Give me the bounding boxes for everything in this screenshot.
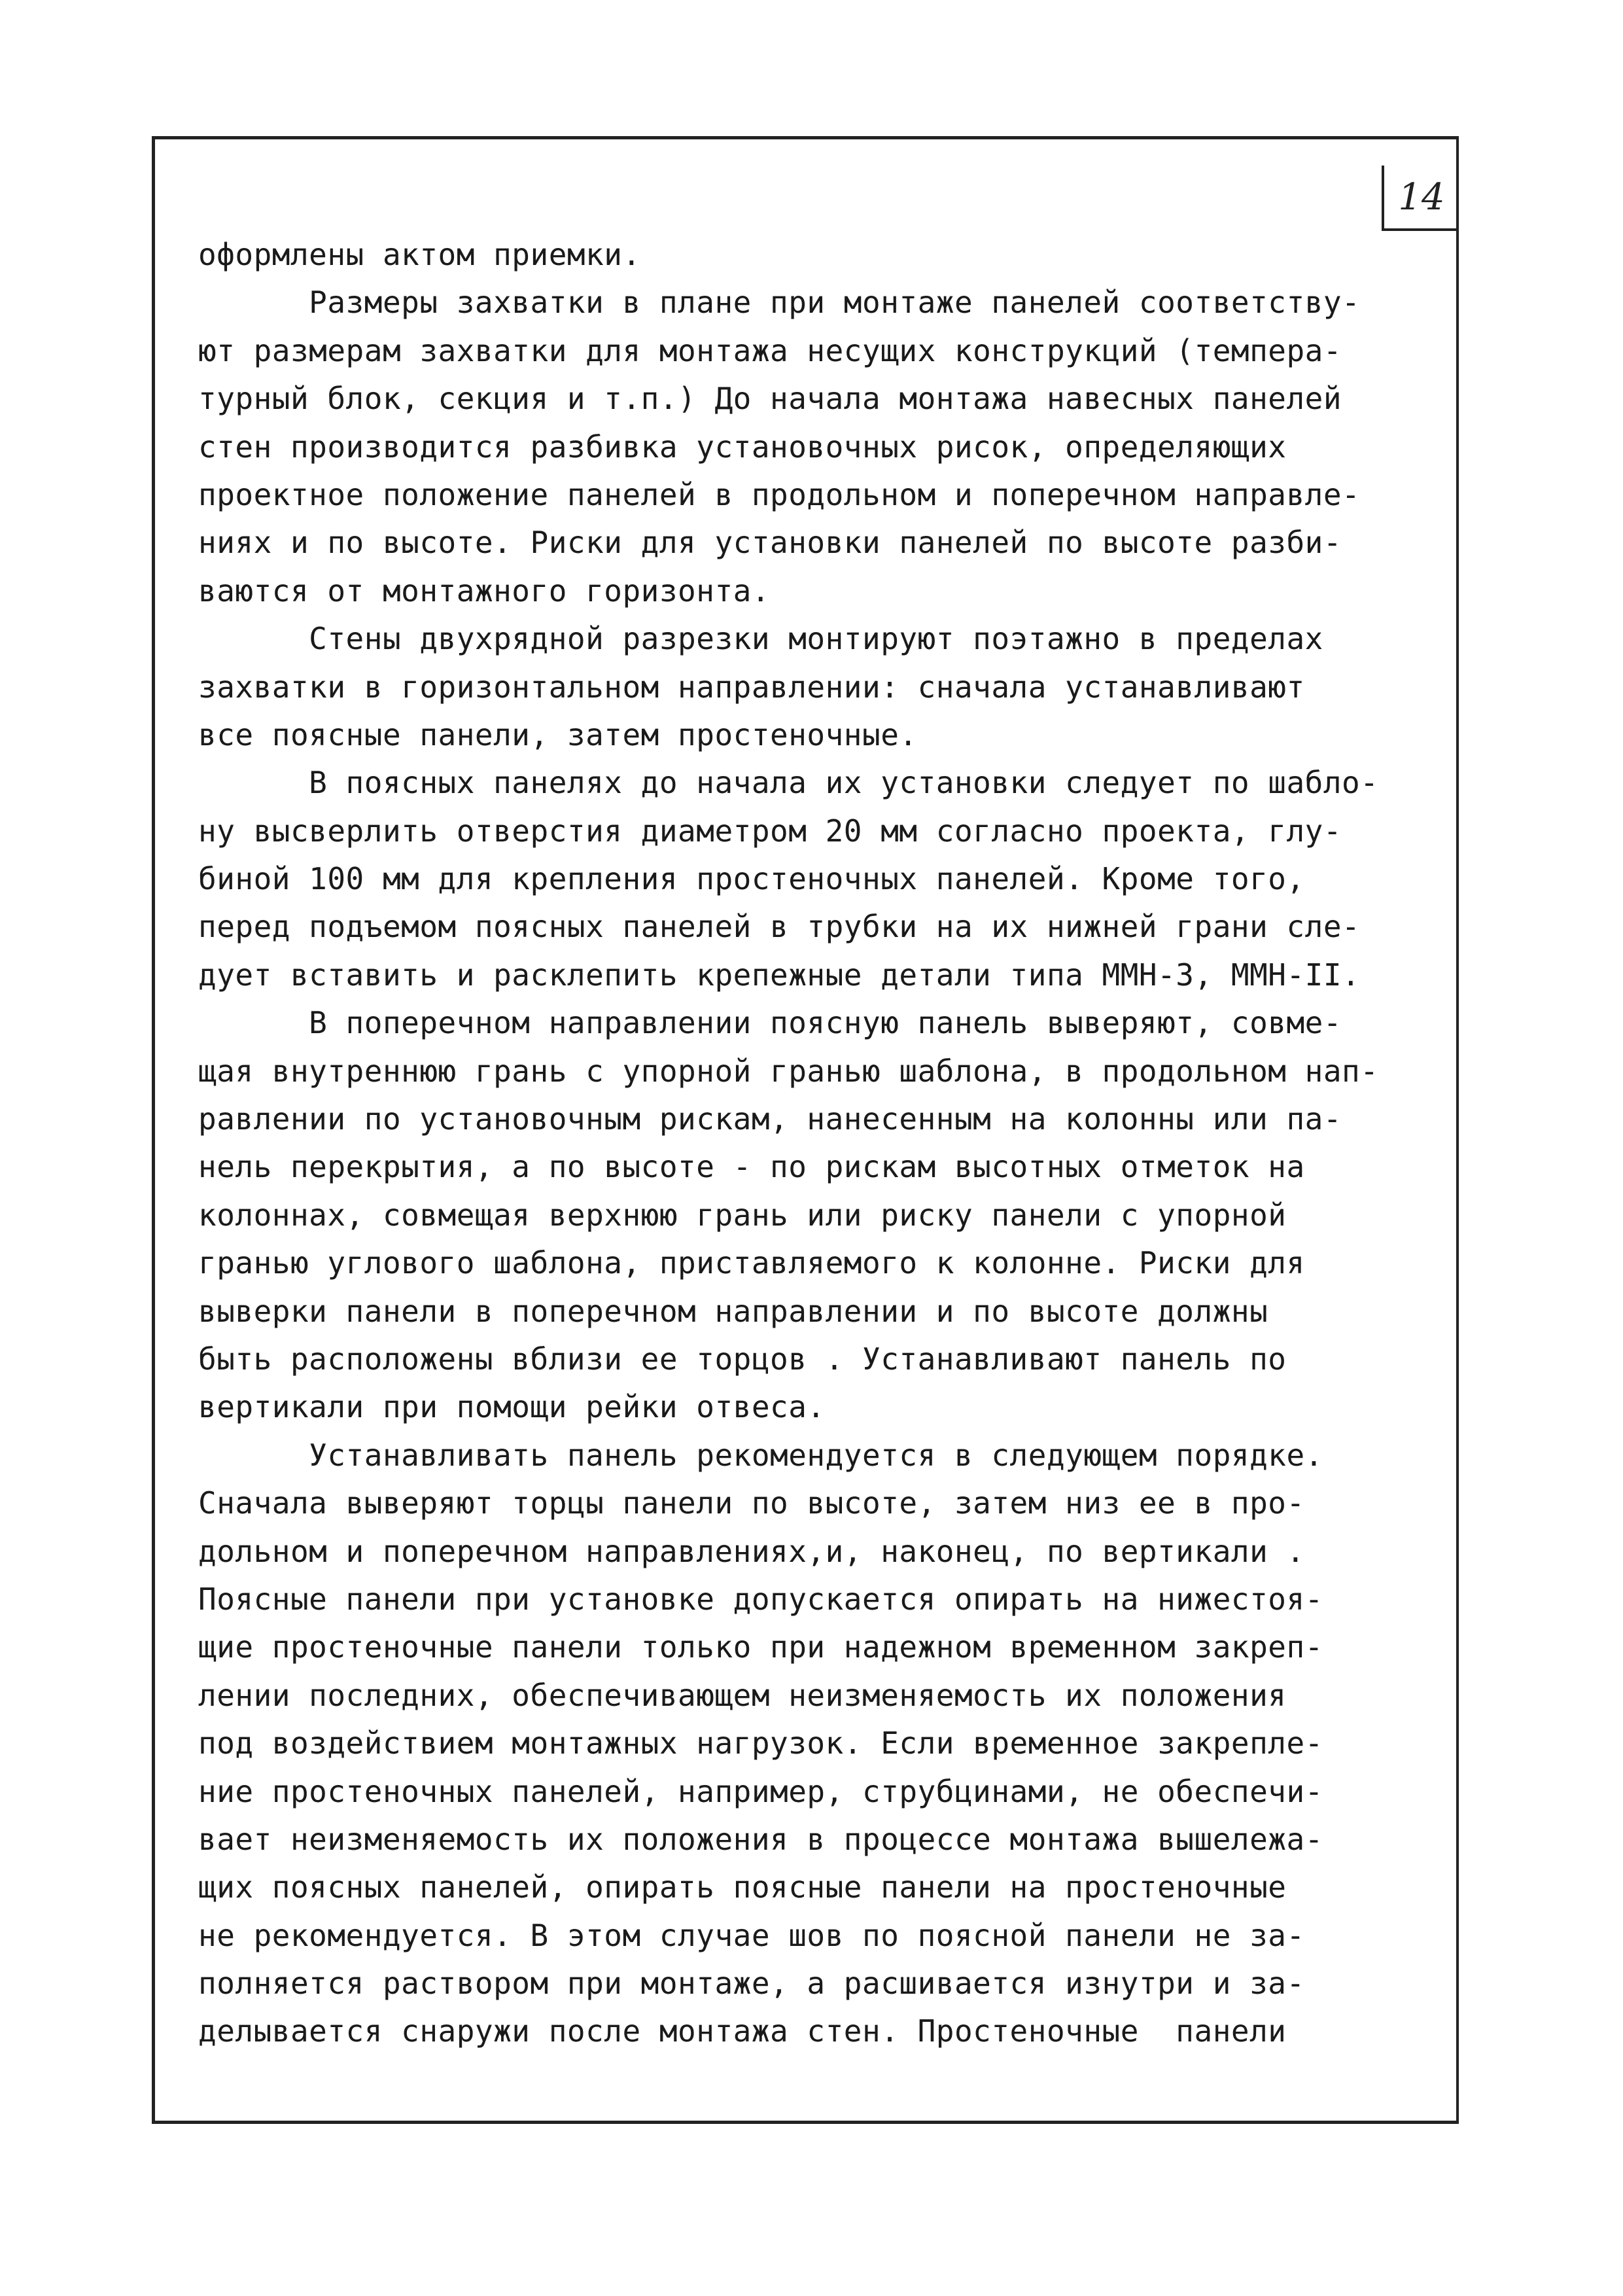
text-line: В поперечном направлении поясную панель выверяют, совме-: [198, 1005, 1342, 1041]
text-line: Поясные панели при установке допускается опирать на нижестоя-: [198, 1581, 1323, 1617]
text-line: выверки панели в поперечном направлении и по высоте должны: [198, 1293, 1268, 1329]
text-line: щая внутреннюю грань с упорной гранью шаблона, в продольном нап-: [198, 1053, 1379, 1089]
text-line: ниях и по высоте. Риски для установки панелей по высоте разби-: [198, 525, 1342, 561]
text-line: Сначала выверяют торцы панели по высоте, затем низ ее в про-: [198, 1485, 1305, 1521]
text-line: вает неизменяемость их положения в процессе монтажа вышележа-: [198, 1821, 1323, 1857]
text-line: дольном и поперечном направлениях,и, наконец, по вертикали .: [198, 1533, 1305, 1569]
text-line: щие простеночные панели только при надежном временном закреп-: [198, 1629, 1323, 1665]
text-line: Стены двухрядной разрезки монтируют поэтажно в пределах: [198, 621, 1323, 657]
page-number: 14: [1382, 166, 1459, 231]
text-line: ну высверлить отверстия диаметром 20 мм согласно проекта, глу-: [198, 813, 1342, 849]
text-line: все поясные панели, затем простеночные.: [198, 716, 918, 752]
page-frame: [152, 136, 1459, 2124]
text-line: щих поясных панелей, опирать поясные панели на простеночные: [198, 1869, 1287, 1905]
text-line: В поясных панелях до начала их установки следует по шабло-: [198, 765, 1379, 801]
text-line: колоннах, совмещая верхнюю грань или риску панели с упорной: [198, 1197, 1287, 1233]
text-line: ваются от монтажного горизонта.: [198, 573, 771, 609]
text-line: стен производится разбивка установочных рисок, определяющих: [198, 429, 1287, 465]
text-line: турный блок, секция и т.п.) До начала монтажа навесных панелей: [198, 381, 1342, 417]
text-line: Устанавливать панель рекомендуется в следующем порядке.: [198, 1437, 1323, 1473]
text-line: Размеры захватки в плане при монтаже панелей соответству-: [198, 285, 1361, 321]
text-line: ют размерам захватки для монтажа несущих конструкций (темпера-: [198, 332, 1342, 368]
text-line: лении последних, обеспечивающем неизменяемость их положения: [198, 1677, 1287, 1713]
text-line: полняется раствором при монтаже, а расшивается изнутри и за-: [198, 1966, 1305, 2002]
text-line: оформлены актом приемки.: [198, 237, 641, 272]
text-line: гранью углового шаблона, приставляемого к колонне. Риски для: [198, 1245, 1305, 1281]
text-line: проектное положение панелей в продольном и поперечном направле-: [198, 476, 1361, 512]
text-line: биной 100 мм для крепления простеночных панелей. Кроме того,: [198, 861, 1305, 897]
text-line: не рекомендуется. В этом случае шов по поясной панели не за-: [198, 1917, 1305, 1953]
text-line: вертикали при помощи рейки отвеса.: [198, 1389, 826, 1425]
text-line: дует вставить и расклепить крепежные детали типа ММН-3, ММН-II.: [198, 957, 1361, 993]
text-line: захватки в горизонтальном направлении: сначала устанавливают: [198, 669, 1305, 705]
text-line: нель перекрытия, а по высоте - по рискам высотных отметок на: [198, 1149, 1305, 1185]
text-line: под воздействием монтажных нагрузок. Если временное закрепле-: [198, 1725, 1323, 1761]
text-line: перед подъемом поясных панелей в трубки на их нижней грани сле-: [198, 909, 1361, 945]
text-line: быть расположены вблизи ее торцов . Устанавливают панель по: [198, 1341, 1287, 1377]
body-text: [198, 231, 1435, 2056]
text-line: равлении по установочным рискам, нанесенным на колонны или па-: [198, 1101, 1342, 1137]
text-line: ние простеночных панелей, например, струбцинами, не обеспечи-: [198, 1773, 1323, 1809]
text-line: делывается снаружи после монтажа стен. Простеночные панели: [198, 2013, 1287, 2049]
